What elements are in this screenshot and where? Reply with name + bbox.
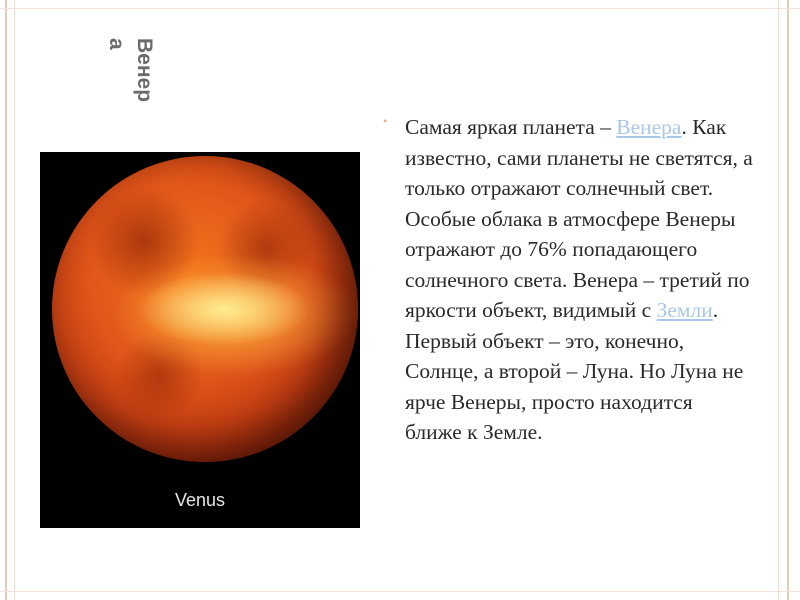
frame-line-left-inner: [14, 0, 15, 600]
link-venera[interactable]: Венера: [616, 115, 682, 139]
slide-body-text: [405, 112, 753, 448]
frame-line-top: [0, 8, 800, 9]
frame-line-bottom: [0, 591, 800, 592]
link-zemli[interactable]: Земли: [656, 298, 713, 322]
frame-line-right-outer: [787, 0, 789, 600]
venus-planet-picture: [52, 156, 358, 462]
frame-line-right-inner: [778, 0, 779, 600]
image-caption: Venus: [174, 490, 226, 510]
bullet-icon: •: [383, 114, 388, 128]
venus-image: [40, 152, 360, 528]
text-part-1: Самая яркая планета –: [405, 115, 617, 139]
slide-title: Венера: [105, 38, 156, 103]
text-part-2: . Как известно, сами планеты не светятся, а только отражают солнечный свет. Особые облака в атмосфере Венеры отражают до 76% попадающего солнечного света. Венера – третий по яркости объект, видимый с: [405, 115, 753, 322]
frame-line-left-outer: [5, 0, 7, 600]
text-part-3: . Первый объект – это, конечно, Солнце, а второй – Луна. Но Луна не ярче Венеры, просто находится ближе к Земле.: [405, 298, 744, 444]
